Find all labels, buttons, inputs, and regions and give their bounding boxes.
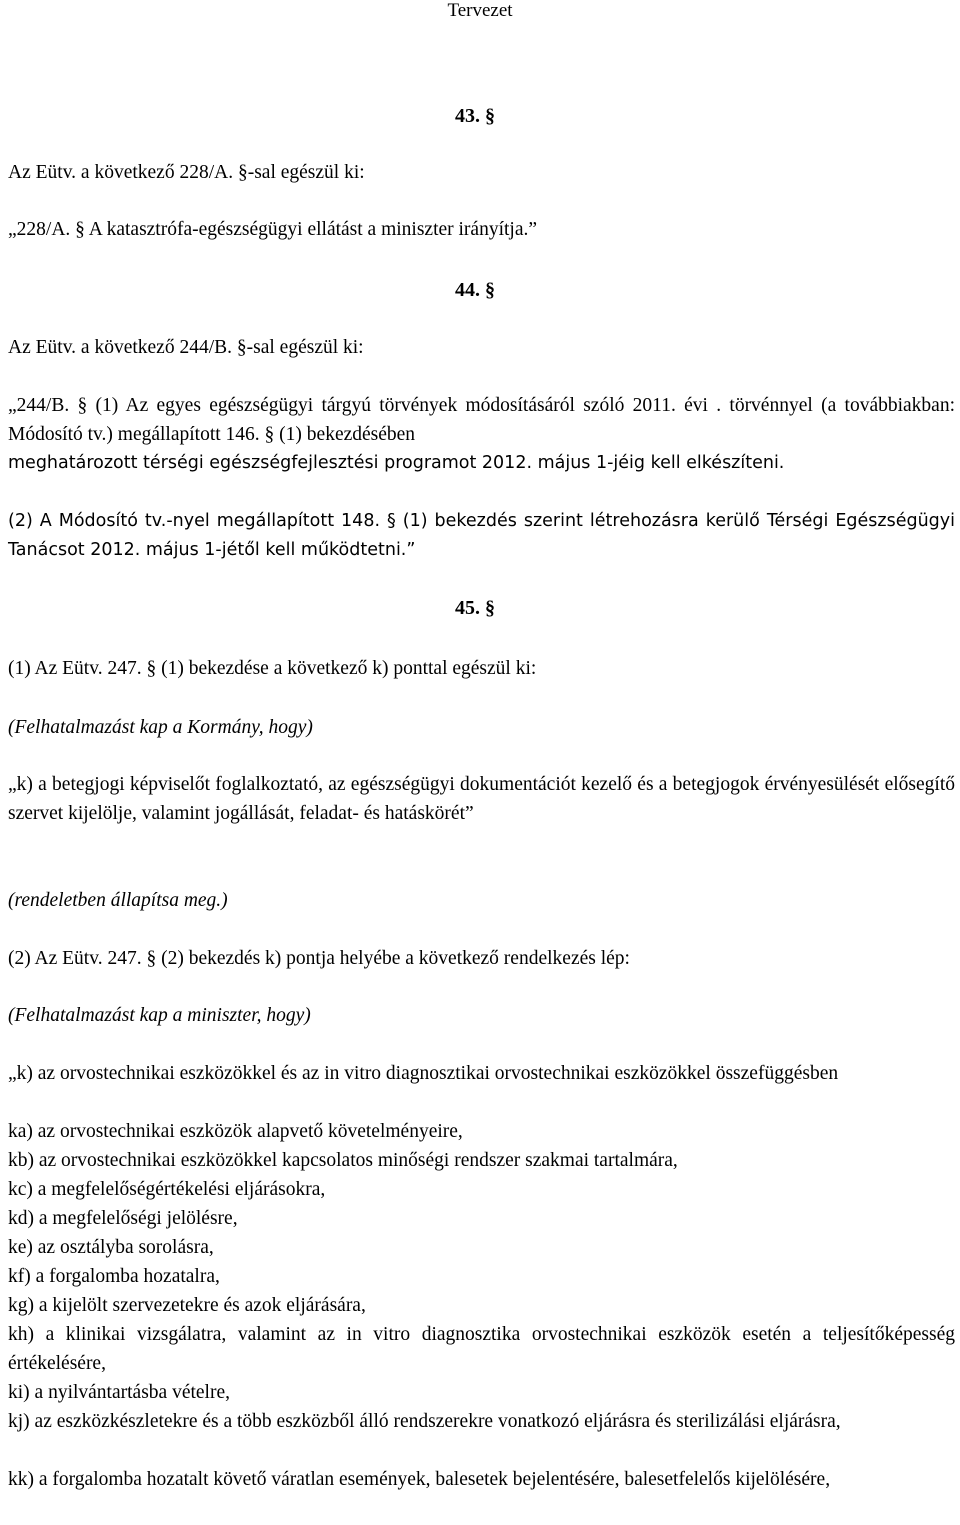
list-item-kd: kd) a megfelelőségi jelölésre, [8,1208,238,1229]
paragraph-regulation-closing: (rendeletben állapítsa meg.) [8,890,228,911]
list-item-kb: kb) az orvostechnikai eszközökkel kapcsolatos minőségi rendszer szakmai tartalmára, [8,1150,678,1171]
paragraph-point-k-govt: „k) a betegjogi képviselőt foglalkoztató, az egészségügyi dokumentációt kezelő és a betegjogok érvényesülését elősegítő szervet kijelölje, valamint jogállását, feladat- és hatáskörét” [8,774,955,824]
paragraph-244b-1-cont: meghatározott térségi egészségfejlesztési programot 2012. május 1-jéig kell elkészíteni. [8,453,785,473]
section-heading-44: 44. § [455,279,495,301]
list-item-kg: kg) a kijelölt szervezetekre és azok eljárására, [8,1295,366,1316]
list-item-ka: ka) az orvostechnikai eszközök alapvető követelményeire, [8,1121,463,1142]
paragraph-intro-244b: Az Eütv. a következő 244/B. §-sal egészül ki: [8,337,364,358]
list-item-kj: kj) az eszközkészletekre és a több eszközből álló rendszerekre vonatkozó eljárásra és sterilizálási eljárásra, [8,1411,841,1432]
paragraph-244b-1: „244/B. § (1) Az egyes egészségügyi tárgyú törvények módosításáról szóló 2011. évi . törvénnyel (a továbbiakban: Módosító tv.) megállapított 146. § (1) bekezdésében [8,395,955,445]
list-item-kk: kk) a forgalomba hozatalt követő váratlan események, balesetek bejelentésére, balesetfelelős kijelölésére, [8,1469,831,1490]
list-item-kh: kh) a klinikai vizsgálatra, valamint az in vitro diagnosztika orvostechnikai eszközök esetén a teljesítőképesség értékelésére, [8,1324,955,1374]
list-item-kf: kf) a forgalomba hozatalra, [8,1266,220,1287]
draft-header: Tervezet [447,0,513,21]
paragraph-45-1: (1) Az Eütv. 247. § (1) bekezdése a következő k) ponttal egészül ki: [8,658,537,679]
list-item-kc: kc) a megfelelőségértékelési eljárásokra, [8,1179,326,1200]
section-heading-45: 45. § [455,597,495,619]
paragraph-minister-authorization: (Felhatalmazást kap a miniszter, hogy) [8,1005,311,1026]
paragraph-45-2: (2) Az Eütv. 247. § (2) bekezdés k) pontja helyébe a következő rendelkezés lép: [8,948,630,969]
list-item-ke: ke) az osztályba sorolásra, [8,1237,214,1258]
section-heading-43: 43. § [455,105,495,127]
paragraph-244b-2: (2) A Módosító tv.-nyel megállapított 148. § (1) bekezdés szerint létrehozásra kerülő Térségi Egészségügyi Tanácsot 2012. május 1-jétől kell működtetni.” [8,511,955,560]
paragraph-228a: „228/A. § A katasztrófa-egészségügyi ellátást a miniszter irányítja.” [8,219,538,240]
list-item-ki: ki) a nyilvántartásba vételre, [8,1382,230,1403]
paragraph-govt-authorization: (Felhatalmazást kap a Kormány, hogy) [8,717,313,738]
paragraph-intro-228a: Az Eütv. a következő 228/A. §-sal egészül ki: [8,162,365,183]
paragraph-point-k-minister: „k) az orvostechnikai eszközökkel és az in vitro diagnosztikai orvostechnikai eszközökkel összefüggésben [8,1063,839,1084]
